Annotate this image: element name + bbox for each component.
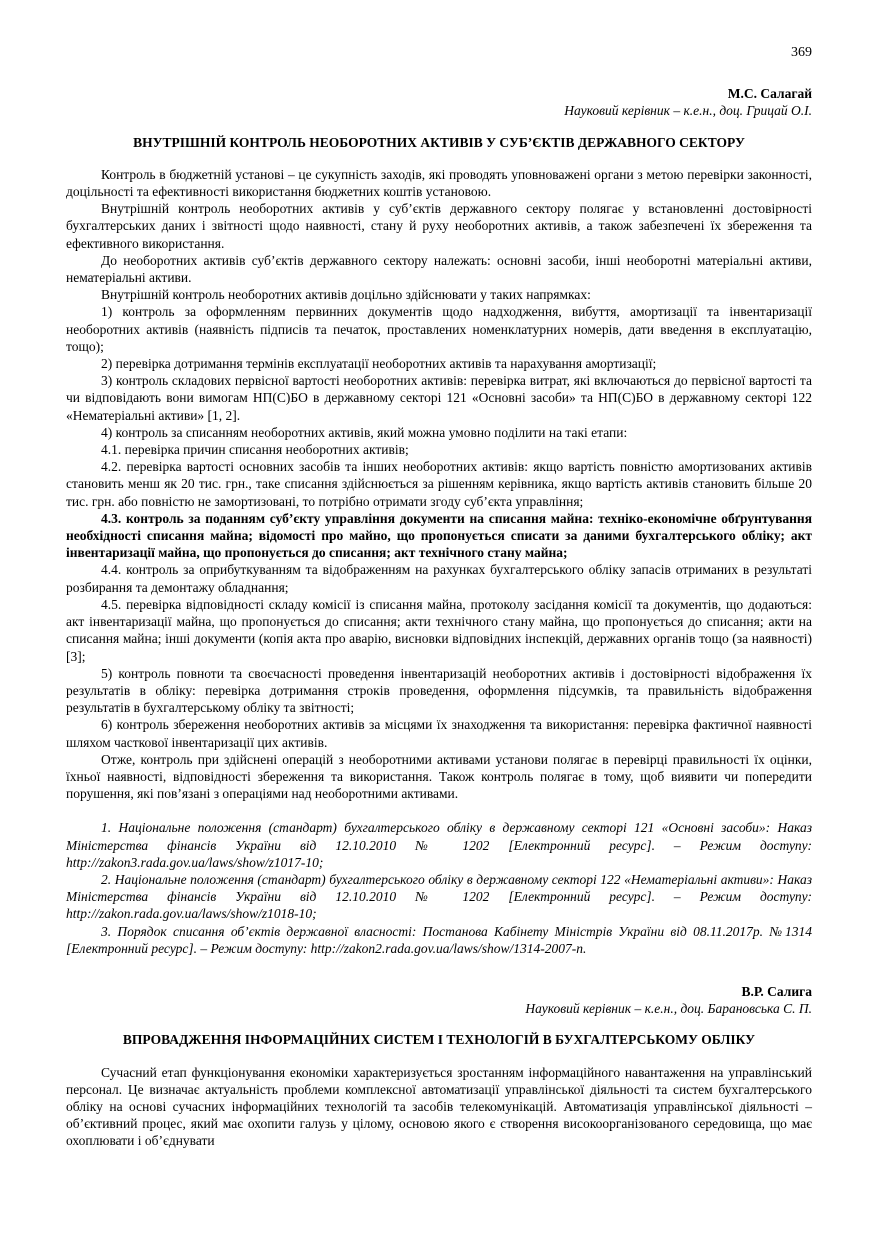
article2-title: ВПРОВАДЖЕННЯ ІНФОРМАЦІЙНИХ СИСТЕМ І ТЕХНОЛОГІЙ В БУХГАЛТЕРСЬКОМУ ОБЛІКУ	[122, 1032, 756, 1048]
paragraph: 1) контроль за оформленням первинних документів щодо надходження, вибуття, амортизації та інвентаризації необоротних активів (наявність підписів та печаток, проставлених номенклатурних номерів, дати введення в експлуатацію, тощо);	[66, 304, 812, 354]
paragraph: 4.5. перевірка відповідності складу комісії із списання майна, протоколу засідання комісії та документів, що додаються: акт інвентаризації майна, що пропонується до списання; акти технічного стану майна, що пропонується до списання; акти на списання майна; інші документи (копія акта про аварію, висновки відповідних інспекцій, державних органів тощо (за наявності) [3];	[66, 596, 812, 664]
article2-body	[66, 1064, 812, 1150]
article1-author: М.С. Салагай	[727, 86, 812, 102]
article2-author: В.Р. Салига	[741, 983, 812, 999]
paragraph: 4.4. контроль за оприбуткуванням та відображенням на рахунках бухгалтерського обліку запасів отриманих в результаті розбирання та демонтажу обладнання;	[66, 562, 812, 595]
paragraph: Внутрішній контроль необоротних активів доцільно здійснювати у таких напрямках:	[101, 287, 591, 303]
paragraph: До необоротних активів суб’єктів державного сектору належать: основні засоби, інші необоротні матеріальні активи, нематеріальні активи.	[66, 252, 812, 286]
paragraph: 2) перевірка дотримання термінів експлуатації необоротних активів та нарахування амортизації;	[101, 356, 657, 372]
paragraph: 5) контроль повноти та своєчасності проведення інвентаризацій необоротних активів і достовірності відображення їх результатів в обліку: перевірка дотримання строків проведення, оформлення підсумків, та правильність відображення результатів в бухгалтерському обліку та звітності;	[66, 665, 812, 716]
paragraph: 4.1. перевірка причин списання необоротних активів;	[101, 442, 409, 458]
paragraph: 4) контроль за списанням необоротних активів, який можна умовно поділити на такі етапи:	[101, 424, 628, 440]
article1-author-block	[66, 85, 812, 119]
reference-item: 3. Порядок списання об’єктів державної власності: Постанова Кабінету Міністрів України від 08.11.2017р. №1314 [Електронний ресурс]. – Режим доступу: http://zakon2.rada.gov.ua/laws/show/1314-2007-п.	[66, 923, 812, 956]
paragraph: Сучасний етап функціонування економіки характеризується зростанням інформаційного навантаження на управлінський персонал. Це визначає актуальність проблеми комплексної автоматизації управлінської діяльності та систем бухгалтерського обліку на основі сучасних інформаційних технологій та засобів телекомунікацій. Автоматизація управлінської діяльності – об’єктивний процес, який має охопити галузь у цілому, основою якого є створення високоорганізованого середовища, що має охоплювати і об’єднувати	[66, 1064, 812, 1149]
paragraph: 3) контроль складових первісної вартості необоротних активів: перевірка витрат, які включаються до первісної вартості та чи відповідають вони вимогам НП(С)БО в державному секторі 121 «Основні засоби» та НП(С)БО в державному секторі 122 «Нематеріальні активи» [1, 2].	[66, 373, 812, 423]
paragraph: Контроль в бюджетній установі – це сукупність заходів, які проводять уповноважені органи з метою перевірки законності, доцільності та ефективності використання бюджетних коштів установою.	[66, 166, 812, 200]
reference-item: 2. Національне положення (стандарт) бухгалтерського обліку в державному секторі 122 «Нематеріальні активи»: Наказ Міністерства фінансів України від 12.10.2010 № 1202 [Електронний ресурс]. – Режим доступу: http://zakon.rada.gov.ua/laws/show/z1018-10;	[66, 871, 812, 922]
article1-body	[66, 166, 812, 803]
article1-references	[66, 819, 812, 957]
article2-author-block	[66, 983, 812, 1017]
paragraph: 6) контроль збереження необоротних активів за місцями їх знаходження та використання: перевірка фактичної наявності шляхом часткової інвентаризації цих активів.	[66, 717, 812, 750]
page-number: 369	[791, 45, 812, 60]
paragraph: Отже, контроль при здійснені операцій з необоротними активами установи полягає в перевірці правильності їх оцінки, їхньої наявності, відповідності збереження та використання. Також контроль полягає в тому, щоб виявити чи попередити порушення, які пов’язані з операціями над необоротними активами.	[66, 751, 812, 802]
paragraph: Внутрішній контроль необоротних активів у суб’єктів державного сектору полягає у встановленні достовірності бухгалтерських даних і звітності щодо наявності, стану й руху необоротних активів, а також забезпечені їх збереження та ефективного використання.	[66, 201, 812, 251]
paragraph: 4.2. перевірка вартості основних засобів та інших необоротних активів: якщо вартість повністю амортизованих активів становить менш як 20 тис. грн., таке списання здійснюється за рішенням керівника, якщо вартість активів становить більше 20 тис. грн. або повністю не замортизовані, то потрібно отримати згоду суб’єкта управління;	[66, 459, 812, 509]
article1-title: ВНУТРІШНІЙ КОНТРОЛЬ НЕОБОРОТНИХ АКТИВІВ У СУБ’ЄКТІВ ДЕРЖАВНОГО СЕКТОРУ	[133, 134, 745, 150]
paragraph-emphasized: 4.3. контроль за поданням суб’єкту управління документи на списання майна: техніко-економічне обґрунтування необхідності списання майна; відомості про майно, що пропонується списати за даними бухгалтерського обліку; акт інвентаризації майна, що пропонується до списання; акт технічного стану майна;	[66, 510, 812, 561]
article2-supervisor: Науковий керівник – к.е.н., доц. Барановська С. П.	[525, 1001, 812, 1017]
reference-item: 1. Національне положення (стандарт) бухгалтерського обліку в державному секторі 121 «Основні засоби»: Наказ Міністерства фінансів України від 12.10.2010 № 1202 [Електронний ресурс]. – Режим доступу: http://zakon3.rada.gov.ua/laws/show/z1017-10;	[66, 820, 812, 870]
article1-supervisor: Науковий керівник – к.е.н., доц. Грицай О.І.	[564, 103, 812, 119]
